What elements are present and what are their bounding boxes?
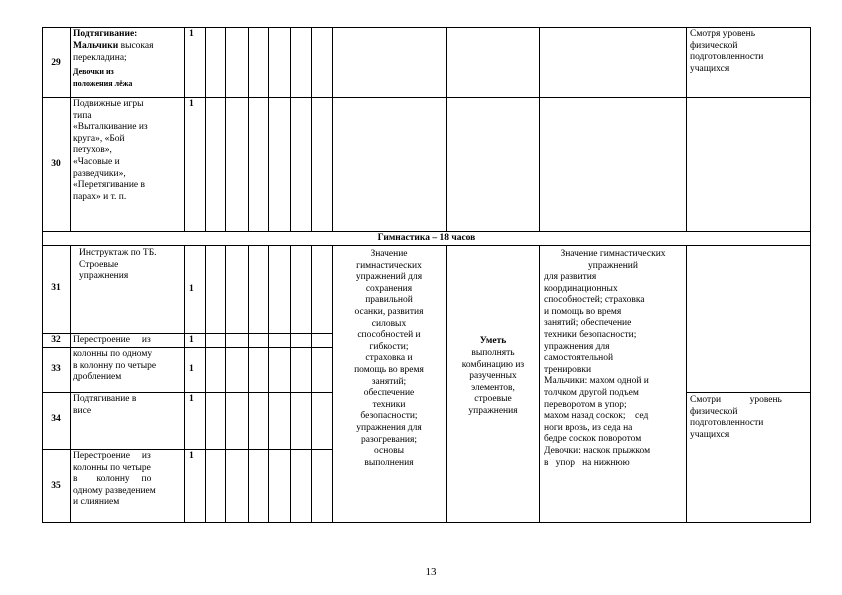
col-line-f-top [332,27,333,232]
row-30-number: 30 [51,159,61,169]
skill-column: выполнять комбинацию из разученных элементов, строевые упражнения [461,348,525,416]
row-29-hours: 1 [189,29,194,39]
row-31-hours: 1 [189,284,194,294]
row-34-number: 34 [51,414,61,424]
col-line-e-bottom [311,245,312,523]
col-line-i-top [686,27,687,232]
col-line-right [810,27,811,523]
col-line-hours-top [205,27,206,232]
row-35-number: 35 [51,481,61,491]
section-header: Гимнастика – 18 часов [377,233,476,243]
row-divider-32-33 [42,347,332,348]
skill-title: Уметь [479,336,507,346]
row-29-note: Смотря уровень физической подготовленности учащихся [690,29,764,74]
row-32-hours: 1 [189,335,194,345]
col-line-i-bottom [686,245,687,523]
col-line-num-top [70,27,71,232]
row-34-hours: 1 [189,394,194,404]
row-divider-30-section [42,231,811,232]
row-29-topic-small-1: Девочки из [73,67,114,76]
table-border-top [42,27,811,28]
content-column: для развития координационных способностей; страховка и помощь во время занятий; обеспечение техники безопасности; упражнения для самостоятельной тренировки Мальчики: махом одной и толчком другой подъем переворотом в упор; махом назад соскок; сед ноги врозь, из седа на бедре соскок поворотом Девочки: наскок прыжком в упор на нижнюю [544,272,651,468]
row-divider-33-34 [42,392,332,393]
row-33-number: 33 [51,364,61,374]
col-line-e-top [311,27,312,232]
row-divider-31-32 [42,333,332,334]
col-line-a-top [225,27,226,232]
col-line-hours-bottom [205,245,206,523]
row-32-topic: Перестроение из [73,335,151,345]
col-line-d-bottom [290,245,291,523]
page-number: 13 [425,566,437,578]
col-line-h-top [539,27,540,232]
col-line-g-bottom [446,245,447,523]
col-line-a-bottom [225,245,226,523]
col-line-b-top [248,27,249,232]
row-30-hours: 1 [189,99,194,109]
row-35-hours: 1 [189,451,194,461]
row-33-hours: 1 [189,364,194,374]
row-30-topic: Подвижные игры типа «Выталкивание из круга», «Бой петухов», «Часовые и разведчики», «Перетягивание в парах» и т. п. [73,99,148,202]
row-29-topic-line-1: Мальчики высокая [73,41,154,51]
row-29-number: 29 [51,58,61,68]
notes-column-lower: Смотри уровень физической подготовленности учащихся [690,395,782,440]
col-line-f-bottom [332,245,333,523]
row-divider-34-35 [42,449,332,450]
note-divider [686,392,811,393]
col-line-num-bottom [70,245,71,523]
col-line-c-bottom [268,245,269,523]
col-line-topic-top [184,27,185,232]
row-34-topic: Подтягивание в висе [73,394,137,416]
row-35-topic: Перестроение из колонны по четыре в колонну по одному разведением и слиянием [73,451,156,508]
row-31-number: 31 [51,283,61,293]
col-line-topic-bottom [184,245,185,523]
col-line-left [42,27,43,523]
col-line-g-top [446,27,447,232]
col-line-c-top [268,27,269,232]
row-29-topic-small-2: положения лёжа [73,79,133,88]
col-line-b-bottom [248,245,249,523]
row-31-topic: Инструктаж по ТБ. Строевые упражнения [79,248,157,282]
row-32-number: 32 [51,335,61,345]
col-line-h-bottom [539,245,540,523]
row-29-topic-line-2: перекладина; [73,53,127,63]
table-border-bottom [42,522,811,523]
row-divider-29-30 [42,97,811,98]
knowledge-column: Значение гимнастических упражнений для сохранения правильной осанки, развития силовых способностей и гибкости; страховка и помощь во время занятий; обеспечение техники безопасности; упражнения для разогревания; основы выполнения [354,249,424,468]
content-column-head: Значение гимнастических упражнений [560,249,666,271]
col-line-d-top [290,27,291,232]
row-divider-section-31 [42,245,811,246]
row-33-topic: колонны по одному в колонну по четыре дроблением [73,349,157,383]
row-29-topic-title: Подтягивание: [73,29,138,39]
